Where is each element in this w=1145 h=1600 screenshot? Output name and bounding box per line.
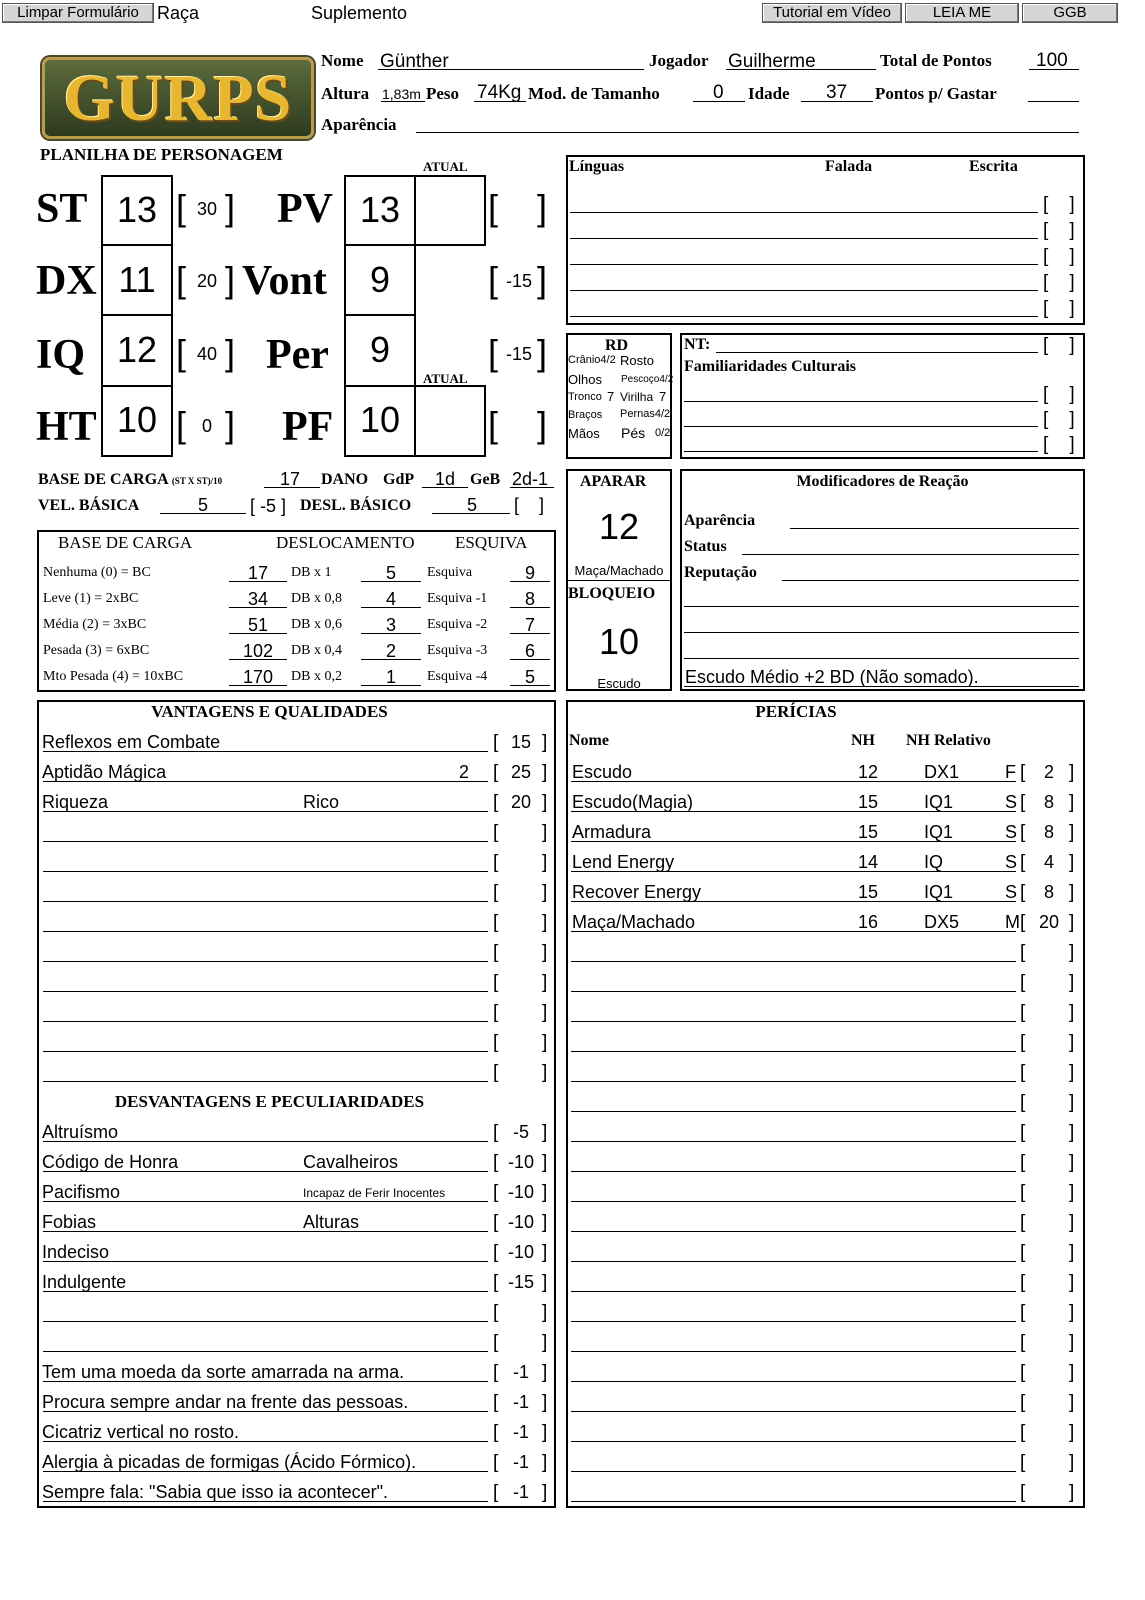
skill-cost[interactable] — [1030, 1212, 1068, 1232]
parry-value[interactable]: 12 — [598, 506, 640, 547]
trait-cost[interactable]: -5 — [512, 1122, 529, 1142]
skill-cost[interactable] — [1030, 1242, 1068, 1262]
race-field[interactable]: Raça — [157, 3, 200, 23]
skill-cost[interactable] — [1030, 1482, 1068, 1502]
trait-level[interactable]: Rico — [303, 792, 340, 812]
size-mod-field[interactable]: 0 — [713, 82, 724, 103]
pf-value[interactable]: 10 — [359, 399, 401, 440]
iq-cost[interactable]: 40 — [196, 344, 218, 364]
geb-label: GeB — [470, 471, 501, 488]
enc-dodge-label: Esquiva -2 — [427, 617, 488, 632]
skill-cost[interactable] — [1030, 1002, 1068, 1022]
rd-maos[interactable]: Mãos — [568, 426, 600, 441]
skill-row[interactable] — [571, 1111, 1016, 1112]
iq-value[interactable]: 12 — [116, 329, 158, 370]
carga-field[interactable]: 17 — [280, 469, 301, 489]
skill-cost[interactable]: 8 — [1043, 792, 1054, 812]
trait-cost[interactable]: -1 — [512, 1392, 529, 1412]
skill-cost[interactable] — [1030, 1032, 1068, 1052]
trait-cost[interactable]: -10 — [507, 1182, 534, 1202]
enc-db-label: DB x 0,4 — [291, 643, 342, 658]
skill-relative[interactable]: DX5 — [924, 912, 960, 932]
languages-title: Línguas — [569, 158, 625, 175]
block-shield[interactable]: Escudo — [597, 676, 641, 691]
skill-cost[interactable] — [1030, 1182, 1068, 1202]
clear-form-button[interactable]: Limpar Formulário — [2, 3, 154, 23]
enc-dodge-value[interactable]: 6 — [524, 641, 535, 661]
sheet-title: PLANILHA DE PERSONAGEM — [40, 145, 283, 164]
skill-row[interactable] — [571, 1501, 1016, 1502]
dano-label: DANO — [321, 471, 369, 488]
desl-label: DESL. BÁSICO — [300, 497, 412, 514]
trait-name[interactable] — [43, 1033, 488, 1051]
enc-bc-value[interactable]: 51 — [247, 615, 269, 635]
skill-name[interactable]: Lend Energy — [572, 852, 675, 872]
gdp-field[interactable]: 1d — [435, 469, 456, 489]
rd-virilha[interactable]: 7 — [659, 389, 667, 404]
gurps-logo: GURPS — [42, 57, 314, 139]
skill-cost[interactable]: 8 — [1043, 822, 1054, 842]
trait-name[interactable] — [43, 823, 488, 841]
skill-name[interactable]: Maça/Machado — [572, 912, 696, 932]
trait-name[interactable]: Código de Honra — [42, 1152, 179, 1172]
trait-name[interactable]: Indeciso — [42, 1242, 110, 1262]
vel-field[interactable]: 5 — [198, 495, 209, 515]
skill-difficulty[interactable]: M — [1005, 912, 1020, 932]
trait-cost[interactable]: -10 — [507, 1152, 534, 1172]
weight-field[interactable]: 74Kg — [477, 82, 522, 103]
skill-row[interactable] — [571, 1051, 1016, 1052]
enc-level-label: Pesada (3) = 6xBC — [43, 643, 150, 658]
enc-db-label: DB x 0,8 — [291, 591, 342, 606]
skill-name[interactable]: Escudo — [572, 762, 633, 782]
skill-row[interactable] — [571, 1291, 1016, 1292]
skill-nh[interactable]: 14 — [858, 852, 879, 872]
skill-difficulty[interactable]: S — [1005, 822, 1018, 842]
trait-name[interactable]: Alergia à picadas de formigas (Ácido Fórmico). — [42, 1452, 417, 1472]
block-value[interactable]: 10 — [598, 621, 640, 662]
rd-bracos[interactable]: Braços — [568, 409, 603, 421]
skill-row[interactable] — [571, 1321, 1016, 1322]
trait-cost[interactable]: 15 — [510, 732, 532, 752]
skill-cost[interactable] — [1030, 1392, 1068, 1412]
rd-olhos[interactable]: Olhos — [568, 372, 602, 387]
reaction-title: Modificadores de Reação — [796, 473, 969, 490]
desl-cost[interactable]: [ ] — [514, 495, 545, 515]
skill-row[interactable] — [571, 1411, 1016, 1412]
dx-label: DX — [36, 258, 97, 304]
enc-db-label: DB x 1 — [291, 565, 332, 580]
enc-level-label: Média (2) = 3xBC — [43, 617, 147, 632]
reaction-reputation-label: Reputação — [684, 564, 757, 581]
skill-cost[interactable]: 20 — [1038, 912, 1060, 932]
skill-row[interactable] — [571, 1441, 1016, 1442]
skill-name[interactable]: Armadura — [572, 822, 652, 842]
skill-nh[interactable]: 15 — [858, 882, 879, 902]
skill-row[interactable] — [571, 961, 1016, 962]
rd-rosto[interactable]: Rosto — [620, 353, 654, 368]
trait-name[interactable]: Fobias — [42, 1212, 97, 1232]
trait-name[interactable] — [43, 913, 488, 931]
language-row[interactable] — [570, 264, 1038, 265]
ht-label: HT — [36, 404, 97, 450]
trait-cost[interactable]: -10 — [507, 1212, 534, 1232]
skill-cost[interactable] — [1030, 942, 1068, 962]
block-label: BLOQUEIO — [568, 585, 656, 602]
skill-row[interactable] — [571, 1381, 1016, 1382]
size-mod-label: Mod. de Tamanho — [528, 84, 660, 103]
trait-name[interactable]: Sempre fala: "Sabia que isso ia acontecer". — [42, 1482, 388, 1502]
enc-move-value[interactable]: 5 — [385, 563, 396, 583]
skill-cost[interactable] — [1030, 1362, 1068, 1382]
trait-name[interactable]: Reflexos em Combate — [42, 732, 221, 752]
culture-row[interactable] — [684, 401, 1038, 402]
atual-label-bottom: ATUAL — [423, 371, 468, 386]
enc-level-label: Nenhuma (0) = BC — [43, 565, 151, 580]
enc-bc-value[interactable]: 170 — [242, 667, 274, 687]
player-field[interactable]: Guilherme — [728, 51, 816, 72]
skill-cost[interactable]: 8 — [1043, 882, 1054, 902]
skill-cost[interactable]: 2 — [1043, 762, 1054, 782]
trait-name[interactable] — [43, 1303, 488, 1321]
skill-cost[interactable] — [1030, 1092, 1068, 1112]
culture-row[interactable] — [684, 451, 1038, 452]
enc-bc-value[interactable]: 17 — [247, 563, 269, 583]
vel-label: VEL. BÁSICA — [38, 497, 140, 514]
skill-row[interactable] — [571, 1231, 1016, 1232]
trait-name[interactable]: Tem uma moeda da sorte amarrada na arma. — [42, 1362, 405, 1382]
skill-row[interactable] — [571, 991, 1016, 992]
enc-dodge-label: Esquiva -4 — [427, 669, 488, 684]
spoken-header: Falada — [825, 158, 873, 175]
ggb-button[interactable]: GGB — [1022, 3, 1118, 23]
pf-label: PF — [282, 404, 334, 450]
skill-difficulty[interactable]: S — [1005, 852, 1018, 872]
height-label: Altura — [321, 84, 370, 103]
culture-row[interactable] — [684, 426, 1038, 427]
skill-nh[interactable]: 15 — [858, 792, 879, 812]
rd-pernas[interactable]: Pernas4/2 — [620, 408, 671, 420]
ht-value[interactable]: 10 — [116, 399, 158, 440]
video-tutorial-button[interactable]: Tutorial em Vídeo — [762, 3, 902, 23]
enc-header-dodge: ESQUIVA — [455, 533, 528, 552]
trait-name[interactable]: Altruísmo — [42, 1122, 119, 1142]
enc-move-value[interactable]: 3 — [385, 615, 396, 635]
gdp-label: GdP — [383, 471, 415, 488]
enc-header-move: DESLOCAMENTO — [276, 533, 415, 552]
skill-relative[interactable]: IQ — [924, 852, 944, 872]
atual-label-top: ATUAL — [423, 159, 468, 174]
skills-header-nh: NH — [851, 732, 875, 749]
trait-name[interactable]: Pacifismo — [42, 1182, 121, 1202]
enc-move-value[interactable]: 4 — [385, 589, 396, 609]
pv-current[interactable] — [416, 192, 484, 232]
trait-level[interactable]: Alturas — [303, 1212, 360, 1232]
skill-row[interactable] — [571, 1471, 1016, 1472]
trait-cost[interactable]: 20 — [510, 792, 532, 812]
skills-header-relative: NH Relativo — [906, 732, 991, 749]
trait-level[interactable]: Incapaz de Ferir Inocentes — [303, 1186, 446, 1200]
trait-cost[interactable]: -1 — [512, 1422, 529, 1442]
per-cost[interactable]: -15 — [505, 344, 532, 364]
vont-value[interactable]: 9 — [369, 259, 391, 300]
language-row[interactable] — [570, 316, 1038, 317]
enc-dodge-value[interactable]: 8 — [524, 589, 535, 609]
st-label: ST — [36, 186, 88, 232]
disadvantages-title: DESVANTAGENS E PECULIARIDADES — [114, 1092, 425, 1111]
name-field[interactable]: Günther — [380, 51, 449, 72]
readme-button[interactable]: LEIA ME — [905, 3, 1019, 23]
skill-difficulty[interactable]: S — [1005, 792, 1018, 812]
trait-cost[interactable]: 25 — [510, 762, 532, 782]
skill-row[interactable] — [571, 1171, 1016, 1172]
trait-name[interactable] — [43, 883, 488, 901]
trait-cost[interactable]: -1 — [512, 1362, 529, 1382]
reaction-note[interactable]: Escudo Médio +2 BD (Não somado). — [685, 667, 979, 687]
points-to-spend-label: Pontos p/ Gastar — [875, 84, 997, 103]
supplement-field[interactable]: Suplemento — [311, 3, 408, 23]
parry-label: APARAR — [580, 473, 647, 490]
enc-level-label: Mto Pesada (4) = 10xBC — [43, 669, 184, 684]
geb-field[interactable]: 2d-1 — [512, 469, 549, 489]
skill-nh[interactable]: 12 — [858, 762, 879, 782]
trait-name[interactable]: Cicatriz vertical no rosto. — [42, 1422, 240, 1442]
trait-cost[interactable]: -10 — [507, 1242, 534, 1262]
st-value[interactable]: 13 — [116, 189, 158, 230]
enc-bc-value[interactable]: 34 — [247, 589, 269, 609]
skills-title: PERÍCIAS — [755, 702, 837, 721]
enc-dodge-label: Esquiva -3 — [427, 643, 488, 658]
skill-cost[interactable] — [1030, 1332, 1068, 1352]
skill-row[interactable] — [571, 1261, 1016, 1262]
pf-current[interactable] — [416, 402, 484, 442]
rd-title: RD — [605, 337, 629, 354]
enc-db-label: DB x 0,2 — [291, 669, 342, 684]
skill-nh[interactable]: 16 — [858, 912, 879, 932]
height-field[interactable]: 1,83m — [382, 86, 421, 102]
rd-cranio[interactable]: Crânio4/2 — [568, 354, 616, 366]
desl-field[interactable]: 5 — [467, 495, 478, 515]
enc-dodge-label: Esquiva — [427, 565, 473, 580]
skill-nh[interactable]: 15 — [858, 822, 879, 842]
skill-row[interactable] — [571, 1081, 1016, 1082]
language-row[interactable] — [570, 212, 1038, 213]
vel-cost[interactable]: [ -5 ] — [250, 496, 287, 516]
pv-label: PV — [277, 186, 333, 232]
skill-relative[interactable]: DX1 — [924, 762, 960, 782]
st-cost[interactable]: 30 — [196, 199, 218, 219]
trait-level[interactable]: Cavalheiros — [303, 1152, 399, 1172]
trait-cost[interactable]: -15 — [507, 1272, 534, 1292]
skill-row[interactable] — [571, 1141, 1016, 1142]
trait-name[interactable] — [43, 1333, 488, 1351]
player-label: Jogador — [649, 51, 709, 70]
reaction-status-label: Status — [684, 538, 727, 555]
cultural-familiarity-label: Familiaridades Culturais — [684, 358, 857, 375]
skill-row[interactable] — [571, 1021, 1016, 1022]
rd-pes[interactable]: 0/2 — [655, 427, 671, 439]
dx-cost[interactable]: 20 — [196, 271, 218, 291]
trait-cost[interactable]: -1 — [512, 1452, 529, 1472]
trait-name[interactable] — [43, 1003, 488, 1021]
skill-difficulty[interactable]: F — [1005, 762, 1016, 782]
skill-cost[interactable] — [1030, 972, 1068, 992]
skill-cost[interactable] — [1030, 1152, 1068, 1172]
enc-db-label: DB x 0,6 — [291, 617, 342, 632]
enc-header-carga: BASE DE CARGA — [58, 533, 193, 552]
skill-cost[interactable] — [1030, 1422, 1068, 1442]
total-points-label: Total de Pontos — [880, 51, 992, 70]
skill-cost[interactable] — [1030, 1122, 1068, 1142]
nt-label: NT: — [684, 336, 711, 353]
skill-name[interactable]: Escudo(Magia) — [572, 792, 694, 812]
trait-name[interactable]: Indulgente — [42, 1272, 127, 1292]
trait-name[interactable] — [43, 973, 488, 991]
enc-move-value[interactable]: 1 — [385, 667, 396, 687]
language-row[interactable] — [570, 238, 1038, 239]
per-label: Per — [266, 332, 329, 378]
parry-weapon[interactable]: Maça/Machado — [574, 563, 664, 578]
skill-cost[interactable] — [1030, 1272, 1068, 1292]
vont-cost[interactable]: -15 — [505, 271, 532, 291]
vont-label: Vont — [242, 258, 327, 304]
carga-label: BASE DE CARGA (ST X ST)/10 — [38, 471, 223, 488]
skill-relative[interactable]: IQ1 — [924, 792, 954, 812]
skill-row[interactable] — [571, 1201, 1016, 1202]
enc-dodge-label: Esquiva -1 — [427, 591, 488, 606]
rd-pescoco[interactable]: Pescoço4/2 — [621, 374, 674, 385]
age-label: Idade — [748, 84, 790, 103]
age-field[interactable]: 37 — [826, 82, 848, 103]
trait-name[interactable] — [43, 853, 488, 871]
dx-value[interactable]: 11 — [118, 259, 156, 300]
enc-dodge-value[interactable]: 9 — [524, 563, 535, 583]
language-row[interactable] — [570, 290, 1038, 291]
skill-name[interactable]: Recover Energy — [572, 882, 702, 902]
skill-cost[interactable]: 4 — [1043, 852, 1054, 872]
trait-name[interactable]: Riqueza — [42, 792, 109, 812]
trait-name[interactable] — [43, 1063, 488, 1081]
skill-cost[interactable] — [1030, 1302, 1068, 1322]
advantages-title: VANTAGENS E QUALIDADES — [151, 702, 388, 721]
trait-cost[interactable]: -1 — [512, 1482, 529, 1502]
skill-cost[interactable] — [1030, 1452, 1068, 1472]
total-points-field[interactable]: 100 — [1036, 50, 1068, 71]
enc-dodge-value[interactable]: 5 — [524, 667, 535, 687]
skill-difficulty[interactable]: S — [1005, 882, 1018, 902]
enc-level-label: Leve (1) = 2xBC — [43, 591, 139, 606]
name-label: Nome — [321, 51, 364, 70]
iq-label: IQ — [36, 332, 86, 378]
per-value[interactable]: 9 — [369, 329, 391, 370]
trait-name[interactable]: Aptidão Mágica — [42, 762, 167, 782]
skill-relative[interactable]: IQ1 — [924, 882, 954, 902]
weight-label: Peso — [426, 84, 460, 103]
trait-name[interactable] — [43, 943, 488, 961]
skill-row[interactable] — [571, 1351, 1016, 1352]
ht-cost[interactable]: 0 — [201, 416, 212, 436]
skill-relative[interactable]: IQ1 — [924, 822, 954, 842]
skill-cost[interactable] — [1030, 1062, 1068, 1082]
pv-value[interactable]: 13 — [359, 189, 401, 230]
enc-dodge-value[interactable]: 7 — [524, 615, 535, 635]
trait-name[interactable]: Procura sempre andar na frente das pessoas. — [42, 1392, 409, 1412]
rd-tronco[interactable]: 7 — [607, 389, 615, 404]
skills-header-name: Nome — [569, 732, 609, 749]
reaction-appearance-label: Aparência — [684, 512, 756, 529]
trait-level[interactable]: 2 — [459, 762, 470, 782]
enc-move-value[interactable]: 2 — [385, 641, 396, 661]
appearance-label: Aparência — [321, 115, 397, 134]
enc-bc-value[interactable]: 102 — [242, 641, 274, 661]
written-header: Escrita — [969, 158, 1018, 175]
